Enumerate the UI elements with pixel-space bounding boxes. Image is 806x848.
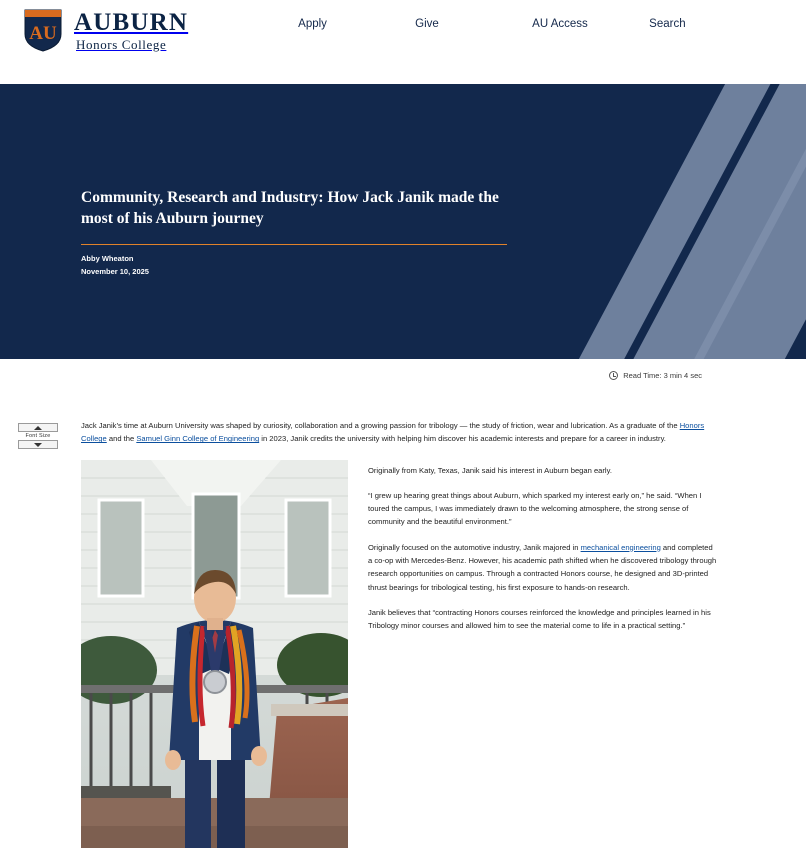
decrease-font-size-button[interactable] bbox=[18, 440, 58, 449]
hero-content bbox=[81, 188, 511, 278]
read-time-label: Read Time: 3 min 4 sec bbox=[623, 370, 702, 380]
auburn-shield-logo bbox=[22, 8, 64, 52]
nav-item-apply[interactable]: Apply bbox=[298, 18, 327, 30]
link-mechanical-engineering[interactable]: mechanical engineering bbox=[580, 542, 661, 552]
nav-item-au-access[interactable]: AU Access bbox=[532, 18, 588, 30]
hero-divider bbox=[81, 244, 507, 245]
article-paragraph: Janik believes that “contracting Honors courses reinforced the knowledge and principles learned in his Tribology minor courses and allowed him to see the material come to life in a practical setting.” bbox=[368, 607, 711, 631]
hero-banner bbox=[0, 84, 806, 359]
font-size-label: Font Size bbox=[25, 433, 51, 439]
p3-text-2: and completed a co-op with Mercedes-Benz. However, his academic path shifted when he discovered tribology through research opportunities on campus. Through a contracted Honors course, he designed and 3D-printed thrust bearings for tribological testing, his first exposure to hands-on research. bbox=[368, 542, 717, 592]
clock-icon bbox=[609, 371, 618, 380]
nav-item-give[interactable]: Give bbox=[415, 18, 439, 30]
link-honors-college[interactable]: Honors College bbox=[81, 421, 705, 444]
read-time bbox=[609, 371, 702, 380]
article-text-column bbox=[368, 458, 718, 645]
triangle-up-icon bbox=[34, 426, 42, 430]
byline-date: November 10, 2025 bbox=[81, 266, 149, 276]
triangle-down-icon bbox=[34, 443, 42, 447]
brand-subtitle: Honors College bbox=[76, 36, 167, 52]
primary-nav bbox=[298, 18, 766, 30]
article-paragraph bbox=[368, 541, 718, 594]
lead-text-1: Jack Janik’s time at Auburn University was shaped by curiosity, collaboration and a growing passion for tribology — the study of friction, wear and lubrication. As a graduate of the bbox=[81, 421, 680, 430]
article-photo bbox=[81, 460, 348, 848]
font-size-widget bbox=[18, 423, 58, 449]
brand-title: AUBURN bbox=[74, 8, 189, 36]
svg-text:AU: AU bbox=[29, 23, 57, 44]
lead-text-2: and the bbox=[106, 434, 137, 444]
brand-logo-link[interactable] bbox=[22, 8, 188, 52]
article-columns bbox=[81, 458, 718, 848]
article-paragraph: “I grew up hearing great things about Auburn, which sparked my interest early on,” he said. “When I toured the campus, I was immediately drawn to the welcoming atmosphere, the strong sense of community and the beautiful environment.” bbox=[368, 490, 702, 527]
page-title: Community, Research and Industry: How Jack Janik made the most of his Auburn journey bbox=[81, 189, 499, 227]
article-body bbox=[0, 391, 806, 848]
article-lead-paragraph bbox=[81, 419, 718, 446]
p3-text-1: Originally focused on the automotive industry, Janik majored in bbox=[368, 542, 581, 552]
byline-author: Abby Wheaton bbox=[81, 253, 134, 263]
article-content bbox=[81, 391, 718, 848]
increase-font-size-button[interactable] bbox=[18, 423, 58, 432]
brand-text bbox=[74, 10, 188, 51]
article-photo-column bbox=[81, 458, 348, 848]
nav-item-search[interactable]: Search bbox=[649, 18, 686, 30]
lead-text-3: in 2023, Janik credits the university with helping him discover his academic interests and prepare for a career in industry. bbox=[259, 434, 666, 444]
article-paragraph: Originally from Katy, Texas, Janik said his interest in Auburn began early. bbox=[368, 465, 612, 475]
link-samuel-ginn-college-of-engineering[interactable]: Samuel Ginn College of Engineering bbox=[136, 434, 260, 444]
site-header bbox=[0, 0, 806, 84]
byline bbox=[81, 253, 511, 279]
readtime-bar bbox=[0, 359, 806, 391]
